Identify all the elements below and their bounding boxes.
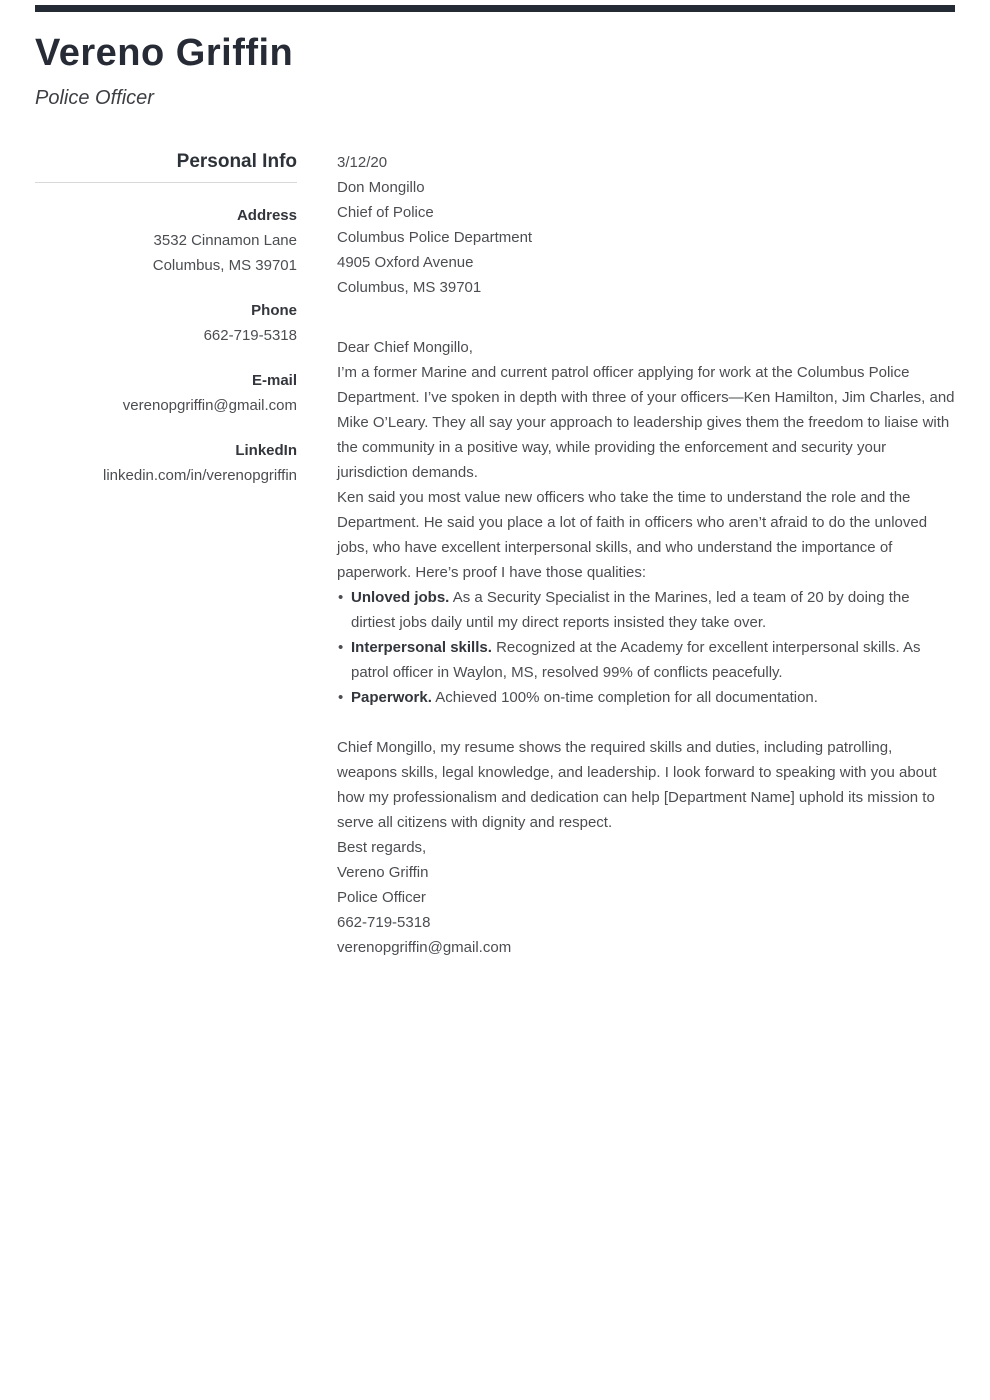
paragraph-intro: I’m a former Marine and current patrol officer applying for work at the Columbus Police Department. I’ve spoken in depth with three of your officers—Ken Hamilton, Jim Charles, and Mike O’Leary. They all say your approach to leadership gives them the freedom to liaise with the community in a positive way, while providing the enforcement and security your jurisdiction demands. xyxy=(337,364,955,481)
phone-value: 662-719-5318 xyxy=(203,327,297,344)
phone-label: Phone xyxy=(251,302,297,319)
accent-top-bar xyxy=(35,5,955,12)
bullet-lead: Interpersonal skills. xyxy=(351,639,492,656)
header xyxy=(0,0,990,110)
person-job-title: Police Officer xyxy=(35,87,154,109)
letter-body xyxy=(337,150,955,960)
address-line: Columbus, MS 39701 xyxy=(152,257,297,274)
recipient-organization: Columbus Police Department xyxy=(337,229,533,246)
address-field xyxy=(35,203,297,278)
bullet-lead: Unloved jobs. xyxy=(351,589,450,606)
phone-field xyxy=(35,298,297,348)
address-label: Address xyxy=(236,207,297,224)
list-item-unloved-jobs xyxy=(337,585,955,635)
sidebar-heading: Personal Info xyxy=(35,150,297,183)
recipient-street: 4905 Oxford Avenue xyxy=(337,254,474,271)
email-value: verenopgriffin@gmail.com xyxy=(122,397,297,414)
content-columns xyxy=(0,150,990,960)
recipient-block xyxy=(337,175,955,300)
bullet-text: As a Security Specialist in the Marines, led a team of 20 by doing the dirtiest jobs daily until my direct reports insisted they take over. xyxy=(351,589,910,631)
email-field xyxy=(35,368,297,418)
bullet-text: Recognized at the Academy for excellent interpersonal skills. As patrol officer in Waylon, MS, resolved 99% of conflicts peacefully. xyxy=(351,639,921,681)
personal-info-sidebar xyxy=(35,150,297,488)
bullet-text: Achieved 100% on-time completion for all documentation. xyxy=(435,689,818,706)
person-name: Vereno Griffin xyxy=(35,32,294,74)
recipient-name: Don Mongillo xyxy=(337,179,425,196)
linkedin-value: linkedin.com/in/verenopgriffin xyxy=(103,467,297,484)
paragraph-qualities: Ken said you most value new officers who take the time to understand the role and the Department. He said you place a lot of faith in officers who aren’t afraid to do the unloved jobs, who have excellent interpersonal skills, and who understand the importance of paperwork. Here’s proof I have those qualities: xyxy=(337,489,928,581)
list-item-paperwork xyxy=(337,685,955,710)
letter-date: 3/12/20 xyxy=(337,154,388,171)
signature-email: verenopgriffin@gmail.com xyxy=(337,939,512,956)
signature-phone: 662-719-5318 xyxy=(337,914,431,931)
paragraph-closing: Chief Mongillo, my resume shows the required skills and duties, including patrolling, weapons skills, legal knowledge, and leadership. I look forward to speaking with you about how my professionalism and dedication can help [Department Name] uphold its mission to serve all citizens with dignity and respect. xyxy=(337,739,937,831)
closing-salutation: Best regards, xyxy=(337,839,427,856)
qualities-list xyxy=(337,585,955,710)
address-line: 3532 Cinnamon Lane xyxy=(153,232,297,249)
recipient-city: Columbus, MS 39701 xyxy=(337,279,482,296)
signature-block xyxy=(337,860,955,960)
signature-title: Police Officer xyxy=(337,889,426,906)
list-item-interpersonal-skills xyxy=(337,635,955,685)
linkedin-field xyxy=(35,438,297,488)
email-label: E-mail xyxy=(251,372,297,389)
salutation: Dear Chief Mongillo, xyxy=(337,339,473,356)
signature-name: Vereno Griffin xyxy=(337,864,429,881)
bullet-lead: Paperwork. xyxy=(351,689,432,706)
linkedin-label: LinkedIn xyxy=(235,442,297,459)
recipient-title: Chief of Police xyxy=(337,204,434,221)
